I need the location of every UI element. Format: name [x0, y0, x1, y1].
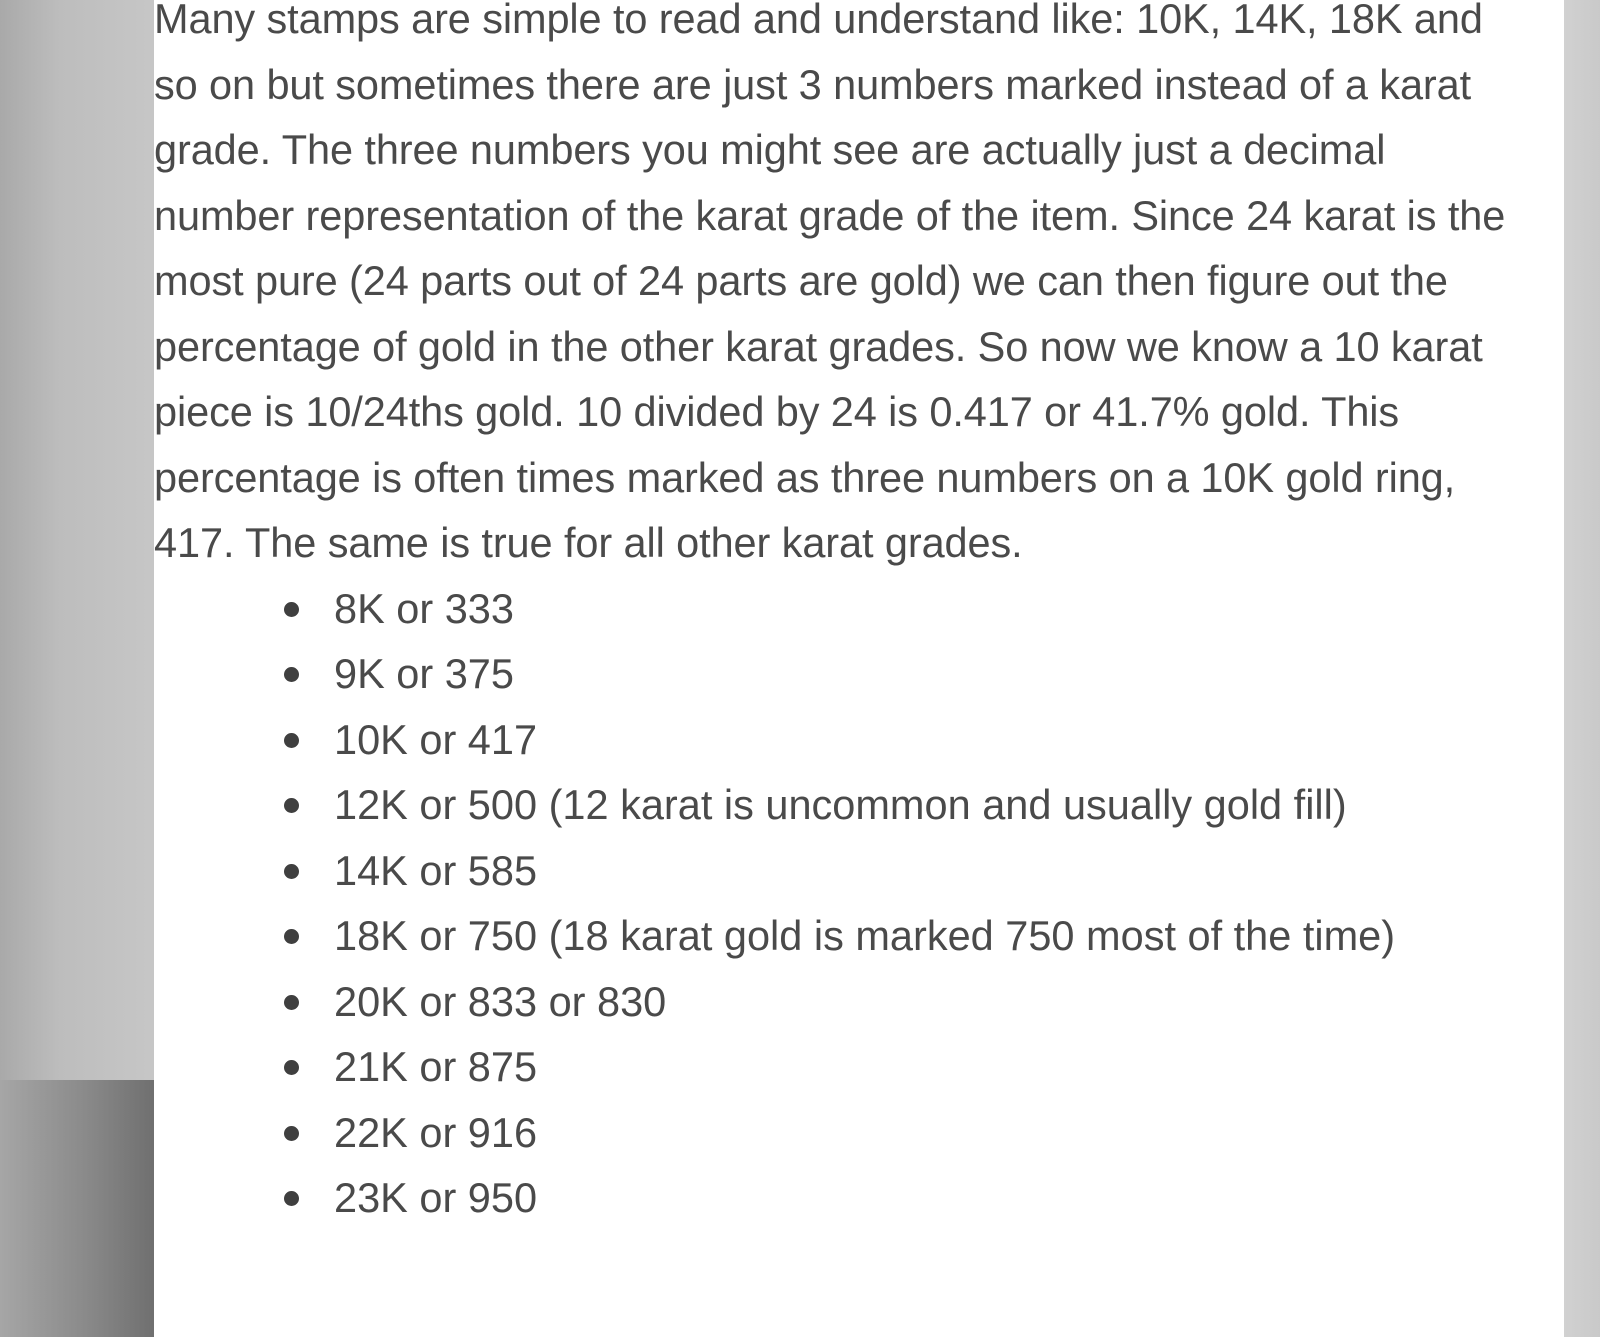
bullet-icon — [284, 929, 299, 944]
list-item-text: 12K or 500 (12 karat is uncommon and usually gold fill) — [334, 781, 1347, 828]
bullet-icon — [284, 1060, 299, 1075]
list-item-text: 10K or 417 — [334, 715, 538, 763]
list-item-text: 18K or 750 (18 karat gold is marked 750 most of the time) — [334, 912, 1396, 959]
list-item — [154, 1034, 1564, 1100]
bullet-icon — [284, 995, 299, 1010]
bullet-icon — [284, 733, 299, 748]
list-item-text: 23K or 950 — [334, 1174, 538, 1221]
bullet-icon — [284, 1191, 299, 1206]
list-item — [154, 772, 1564, 838]
list-item-text: 8K or 333 — [334, 584, 514, 632]
list-item — [154, 838, 1564, 904]
list-item — [154, 1100, 1564, 1166]
list-item-text: 20K or 833 or 830 — [334, 977, 667, 1025]
karat-list — [154, 576, 1564, 1231]
bullet-icon — [284, 864, 299, 879]
bullet-icon — [284, 602, 299, 617]
bullet-icon — [284, 667, 299, 682]
list-item — [154, 969, 1564, 1035]
list-item-text: 22K or 916 — [334, 1108, 538, 1156]
list-item — [154, 576, 1564, 642]
list-item — [154, 903, 1564, 969]
list-item — [154, 707, 1564, 773]
document-page — [154, 0, 1564, 1337]
list-item-text: 21K or 875 — [334, 1043, 538, 1090]
list-item-text: 14K or 585 — [334, 846, 538, 894]
list-item — [154, 641, 1564, 707]
intro-paragraph: Many stamps are simple to read and understand like: 10K, 14K, 18K and so on but sometimes there are just 3 numbers marked instead of a karat grade. The three numbers you might see are actually just a decimal number representation of the karat grade of the item. Since 24 karat is the most pure (24 parts out of 24 parts are gold) we can then figure out the percentage of gold in the other karat grades. So now we know a 10 karat piece is 10/24ths gold. 10 divided by 24 is 0.417 or 41.7% gold. This percentage is often times marked as three numbers on a 10K gold ring, 417. The same is true for all other karat grades. — [154, 0, 1506, 566]
bullet-icon — [284, 798, 299, 813]
list-item-text: 9K or 375 — [334, 650, 514, 697]
bullet-icon — [284, 1126, 299, 1141]
list-item — [154, 1165, 1564, 1231]
background-shadow — [0, 1080, 155, 1337]
